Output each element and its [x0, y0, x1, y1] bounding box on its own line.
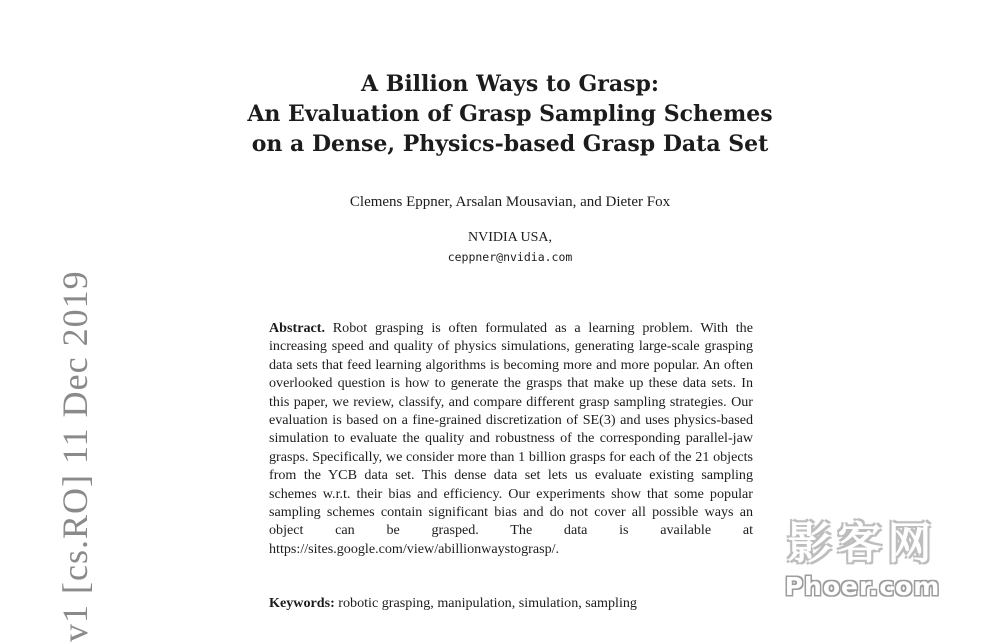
arxiv-stamp: v1 [cs.RO] 11 Dec 2019 [55, 270, 95, 642]
keywords [269, 594, 753, 612]
abstract-text: Robot grasping is often formulated as a learning problem. With the increasing speed and quality of physics simulations, generating large-scale grasping data sets that feed learning algorithms is becoming more and more popular. An often overlooked question is how to generate the grasps that make up these data sets. In this paper, we review, classify, and compare different grasp sampling strategies. Our evaluation is based on a fine-grained discretization of SE(3) and uses physics-based simulation to evaluate the quality and robustness of the corresponding parallel-jaw grasps. Specifically, we consider more than 1 billion grasps for each of the 21 objects from the YCB data set. This dense data set lets us evaluate existing sampling schemes w.r.t. their bias and efficiency. Our experiments show that some popular sampling schemes contain significant bias and do not cover all possible ways an object can be grasped. The data is available at https://sites.google.com/view/abillionwaystograsp/. [269, 320, 753, 557]
abstract [269, 319, 753, 558]
keywords-text: robotic grasping, manipulation, simulation, sampling [338, 595, 637, 611]
title-line-2: An Evaluation of Grasp Sampling Schemes [247, 101, 773, 127]
paper-title [150, 69, 870, 159]
watermark-cn-text: 影客网 [787, 518, 938, 569]
abstract-label: Abstract. [269, 320, 325, 336]
keywords-label: Keywords: [269, 595, 335, 611]
title-line-1: A Billion Ways to Grasp: [361, 71, 659, 97]
title-line-3: on a Dense, Physics-based Grasp Data Set [251, 131, 769, 157]
affiliation: NVIDIA USA, [468, 230, 552, 245]
watermark-logo [775, 520, 950, 610]
authors: Clemens Eppner, Arsalan Mousavian, and Dieter Fox [349, 194, 671, 210]
email: ceppner@nvidia.com [447, 250, 573, 264]
watermark-en-text: Phoer.com [784, 572, 941, 601]
